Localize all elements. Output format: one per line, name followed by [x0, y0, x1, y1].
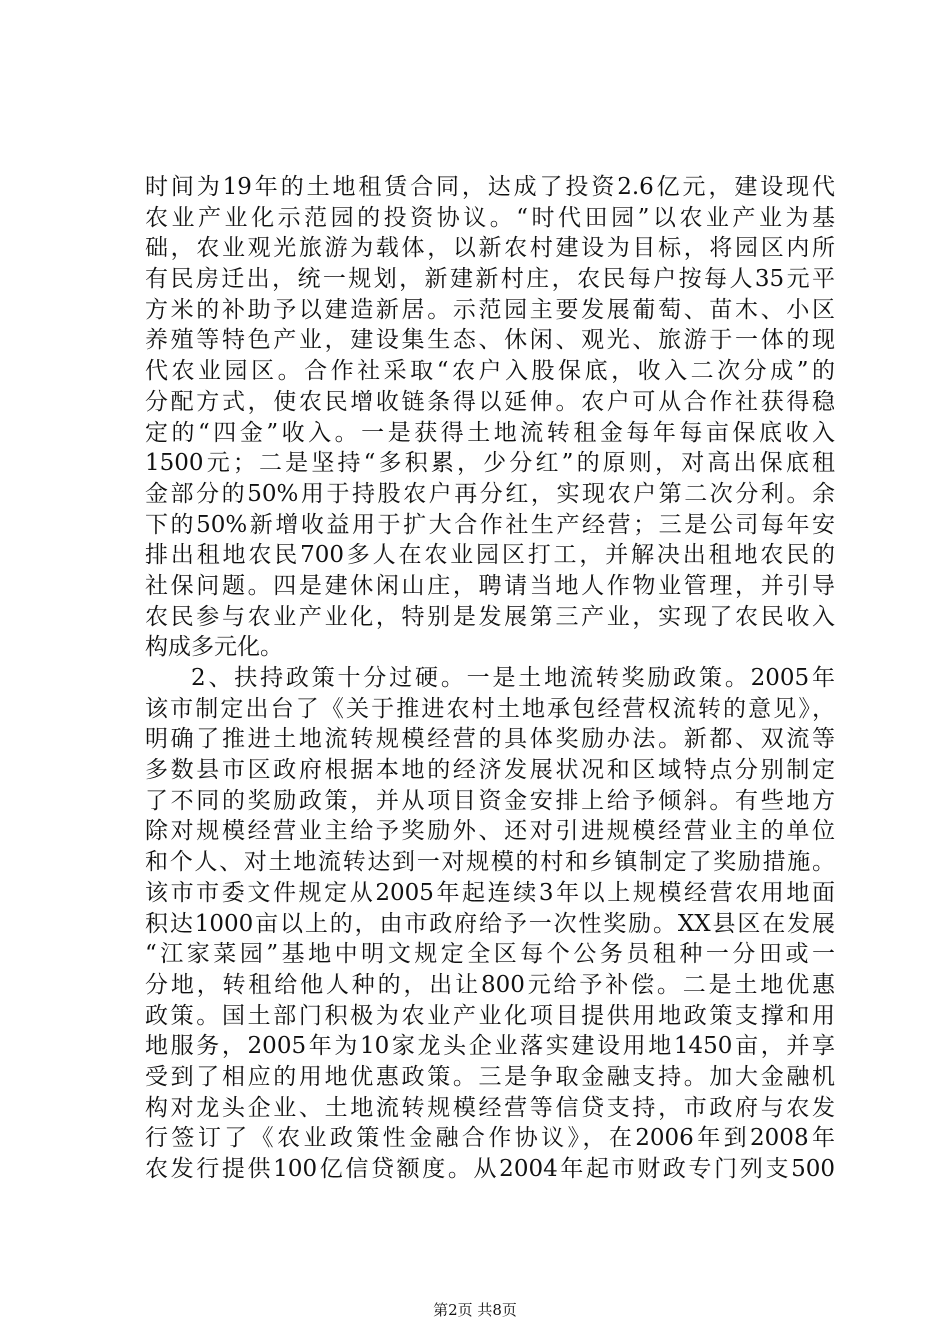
text-line: 代农业园区。合作社采取“农户入股保底，收入二次分成”的 [145, 358, 835, 385]
text-line: 农业产业化示范园的投资协议。“时代田园”以农业产业为基 [145, 204, 835, 231]
text-line: 养殖等特色产业，建设集生态、休闲、观光、旅游于一体的现 [145, 327, 835, 354]
text-line: 排出租地农民700多人在农业园区打工，并解决出租地农民的 [145, 542, 835, 569]
text-line: 分地，转租给他人种的，出让800元给予补偿。二是土地优惠 [145, 971, 835, 998]
text-line: 多数县市区政府根据本地的经济发展状况和区域特点分别制定 [145, 757, 835, 784]
text-line: 地服务，2005年为10家龙头企业落实建设用地1450亩，并享 [145, 1033, 835, 1060]
text-line: 积达1000亩以上的，由市政府给予一次性奖励。XX县区在发展 [145, 910, 835, 937]
text-line: 农民参与农业产业化，特别是发展第三产业，实现了农民收入 [145, 603, 835, 630]
text-line: 受到了相应的用地优惠政策。三是争取金融支持。加大金融机 [145, 1063, 835, 1090]
text-line: 时间为19年的土地租赁合同，达成了投资2.6亿元，建设现代 [145, 174, 835, 200]
body-text [145, 172, 835, 1185]
text-line: 农发行提供100亿信贷额度。从2004年起市财政专门列支500 [145, 1156, 835, 1182]
text-line: 行签订了《农业政策性金融合作协议》，在2006年到2008年 [145, 1125, 835, 1152]
text-line: 和个人、对土地流转达到一对规模的村和乡镇制定了奖励措施。 [145, 849, 835, 876]
text-line: 该市市委文件规定从2005年起连续3年以上规模经营农用地面 [145, 879, 835, 906]
text-line: 下的50%新增收益用于扩大合作社生产经营；三是公司每年安 [145, 511, 835, 538]
text-line: 明确了推进土地流转规模经营的具体奖励办法。新都、双流等 [145, 726, 835, 753]
text-line: 有民房迁出，统一规划，新建新村庄，农民每户按每人35元平 [145, 266, 835, 293]
text-line: 础，农业观光旅游为载体，以新农村建设为目标，将园区内所 [145, 235, 835, 262]
text-line: 方米的补助予以建造新居。示范园主要发展葡萄、苗木、小区 [145, 296, 835, 323]
text-line: 该市制定出台了《关于推进农村土地承包经营权流转的意见》， [145, 695, 835, 722]
text-line: 除对规模经营业主给予奖励外、还对引进规模经营业主的单位 [145, 818, 835, 845]
text-line: 政策。国土部门积极为农业产业化项目提供用地政策支撑和用 [145, 1002, 835, 1029]
text-line: 构对龙头企业、土地流转规模经营等信贷支持，市政府与农发 [145, 1094, 835, 1121]
text-line: 定的“四金”收入。一是获得土地流转租金每年每亩保底收入 [145, 419, 835, 446]
text-line: 1500元；二是坚持“多积累，少分红”的原则，对高出保底租 [145, 450, 835, 477]
paragraph-start-line: 2、扶持政策十分过硬。一是土地流转奖励政策。2005年 [191, 665, 835, 691]
page-number-footer: 第2页 共8页 [433, 1301, 517, 1319]
text-line: “江家菜园”基地中明文规定全区每个公务员租种一分田或一 [145, 941, 835, 968]
text-line: 社保问题。四是建休闲山庄，聘请当地人作物业管理，并引导 [145, 572, 835, 599]
text-line: 构成多元化。 [145, 634, 283, 661]
text-line: 金部分的50%用于持股农户再分红，实现农户第二次分利。余 [145, 480, 835, 507]
text-line: 分配方式，使农民增收链条得以延伸。农户可从合作社获得稳 [145, 388, 835, 415]
text-line: 了不同的奖励政策，并从项目资金安排上给予倾斜。有些地方 [145, 787, 835, 814]
